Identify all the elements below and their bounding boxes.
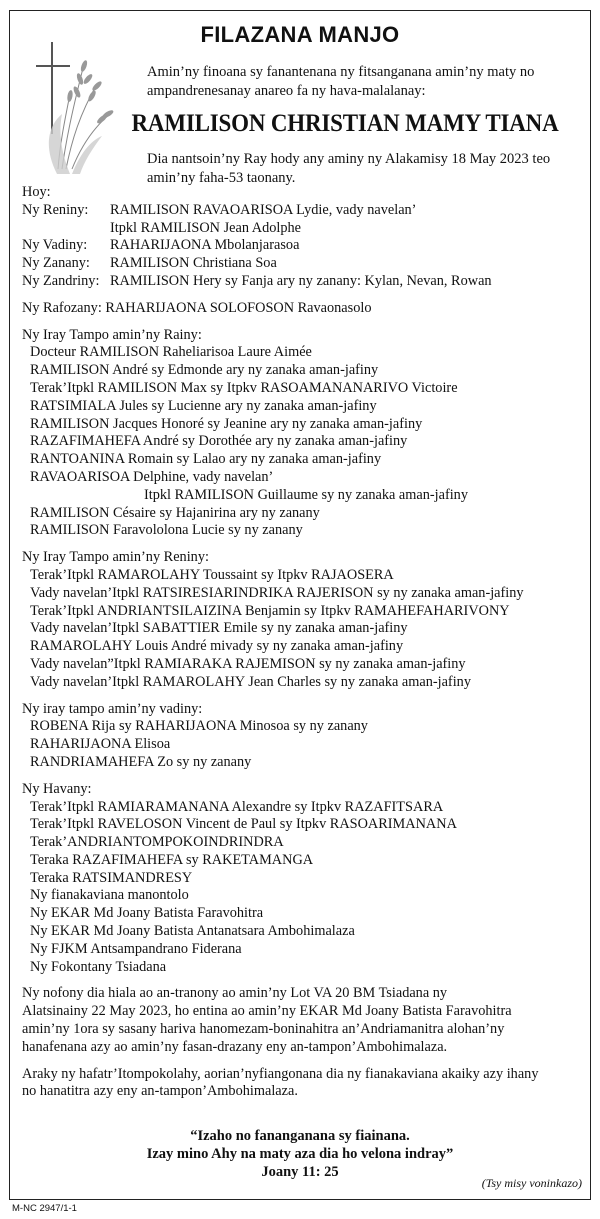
list-item: RANTOANINA Romain sy Lalao ary ny zanaka aman-jafiny (30, 451, 382, 468)
reference-code: M-NC 2947/1-1 (12, 1203, 77, 1214)
list-item: Terak’Itpkl RAMIARAMANANA Alexandre sy Itpkv RAZAFITSARA (30, 798, 444, 815)
section-heading: Ny Havany: (22, 780, 92, 797)
list-item: RAVAOARISOA Delphine, vady navelan’ (30, 468, 274, 485)
hoy-label: Hoy: (22, 184, 51, 200)
list-item: Vady navelan’Itpkl SABATTIER Emile sy ny zanaka aman-jafiny (30, 620, 408, 637)
family-value: Itpkl RAMILISON Jean Adolphe (110, 219, 302, 236)
no-flowers-note: (Tsy misy voninkazo) (481, 1176, 582, 1190)
list-item: Ny fianakaviana manontolo (30, 887, 189, 904)
rafozany-line: Ny Rafozany: RAHARIJAONA SOLOFOSON Ravaonasolo (22, 299, 372, 316)
intro-text: Amin’ny finoana sy fanantenana ny fitsanganana amin’ny maty no ampandrenesanay anareo fa ny hava-malalanay: (147, 64, 535, 99)
quote-reference: Joany 11: 25 (261, 1164, 339, 1180)
list-item: Terak’Itpkl ANDRIANTSILAIZINA Benjamin sy Itpkv RAMAHEFAHARIVONY (30, 602, 510, 619)
family-label: Ny Zanany: (22, 255, 90, 272)
notice-body (22, 184, 587, 1101)
list-item: Vady navelan’Itpkl RATSIRESIARINDRIKA RAJERISON sy ny zanaka aman-jafiny (30, 584, 524, 601)
section-heading: Ny Iray Tampo amin’ny Rainy: (22, 326, 202, 343)
list-item: RAMILISON Césaire sy Hajanirina ary ny zanany (30, 504, 320, 521)
list-item: Itpkl RAMILISON Guillaume sy ny zanaka aman-jafiny (144, 486, 468, 503)
list-item: Terak’Itpkl RAVELOSON Vincent de Paul sy Itpkv RASOARIMANANA (30, 816, 457, 833)
family-value: RAMILISON Hery sy Fanja ary ny zanany: Kylan, Nevan, Rowan (110, 272, 492, 289)
list-item: Vady navelan’Itpkl RAMAROLAHY Jean Charles sy ny zanaka aman-jafiny (30, 673, 471, 690)
list-item: RAMILISON Jacques Honoré sy Jeanine ary ny zanaka aman-jafiny (30, 415, 423, 432)
list-item: Docteur RAMILISON Raheliarisoa Laure Aimée (30, 344, 312, 361)
death-notice: Dia nantsoin’ny Ray hody any aminy ny Alakamisy 18 May 2023 teo amin’ny faha-53 taonany. (147, 151, 551, 186)
list-item: RAMAROLAHY Louis André mivady sy ny zanaka aman-jafiny (30, 638, 404, 655)
list-item: RATSIMIALA Jules sy Lucienne ary ny zanaka aman-jafiny (30, 397, 377, 414)
list-item: Terak’Itpkl RAMAROLAHY Toussaint sy Itpkv RAJAOSERA (30, 566, 394, 583)
burial-paragraph-line: Alatsinainy 22 May 2023, ho entina ao amin’ny EKAR Md Joany Batista Faravohitra (22, 1003, 512, 1020)
list-item: ROBENA Rija sy RAHARIJAONA Minosoa sy ny zanany (30, 718, 368, 735)
thanks-paragraph-line: no hanatitra azy eny an-tampon’Ambohimalaza. (22, 1083, 298, 1100)
burial-paragraph-line: Ny nofony dia hiala ao an-tranony ao amin’ny Lot VA 20 BM Tsiadana ny (22, 985, 448, 1002)
quote-line: Izay mino Ahy na maty aza dia ho velona indray” (146, 1146, 454, 1162)
family-label: Ny Zandriny: (22, 272, 100, 289)
family-value: RAMILISON Christiana Soa (110, 255, 277, 272)
list-item: Terak’Itpkl RAMILISON Max sy Itpkv RASOAMANANARIVO Victoire (30, 379, 458, 396)
list-item: Ny FJKM Antsampandrano Fiderana (30, 940, 242, 957)
burial-paragraph-line: hanafenana azy ao amin’ny fasan-drazany eny an-tampon’Ambohimalaza. (22, 1038, 448, 1055)
list-item: Teraka RATSIMANDRESY (30, 869, 193, 886)
family-label: Ny Reniny: (22, 201, 89, 218)
page-title: FILAZANA MANJO (200, 22, 400, 47)
family-value: RAHARIJAONA Mbolanjarasoa (110, 237, 300, 254)
list-item: Vady navelan”Itpkl RAMIARAKA RAJEMISON sy ny zanaka aman-jafiny (30, 655, 466, 672)
family-row-reniny (22, 202, 587, 220)
list-item: Ny EKAR Md Joany Batista Antanatsara Ambohimalaza (30, 923, 355, 940)
list-item: Terak’ANDRIANTOMPOKOINDRINDRA (30, 834, 284, 851)
list-item: RAHARIJAONA Elisoa (30, 736, 171, 753)
family-row-zanany (22, 255, 587, 273)
list-item: Ny Fokontany Tsiadana (30, 958, 167, 975)
family-label: Ny Vadiny: (22, 237, 88, 254)
list-item: RAMILISON André sy Edmonde ary ny zanaka aman-jafiny (30, 362, 379, 379)
bible-quote (0, 1127, 600, 1181)
deceased-name: RAMILISON CHRISTIAN MAMY TIANA (131, 110, 559, 137)
family-row-zandriny (22, 273, 587, 291)
family-row-vadiny (22, 237, 587, 255)
list-item: RAMILISON Faravololona Lucie sy ny zanany (30, 522, 303, 539)
list-item: Teraka RAZAFIMAHEFA sy RAKETAMANGA (30, 851, 314, 868)
burial-paragraph-line: amin’ny 1ora sy sasany hariva hanomezam-boninahitra an’Andriamanitra alohan’ny (22, 1021, 505, 1038)
family-value: RAMILISON RAVAOARISOA Lydie, vady navelan’ (110, 201, 417, 218)
thanks-paragraph-line: Araky ny hafatr’Itompokolahy, aorian’nyfiangonana dia ny fianakaviana akaiky azy ihany (22, 1065, 539, 1082)
list-item: Ny EKAR Md Joany Batista Faravohitra (30, 905, 264, 922)
list-item: RAZAFIMAHEFA André sy Dorothée ary ny zanaka aman-jafiny (30, 433, 408, 450)
list-item: RANDRIAMAHEFA Zo sy ny zanany (30, 753, 252, 770)
section-heading: Ny Iray Tampo amin’ny Reniny: (22, 549, 209, 566)
section-heading: Ny iray tampo amin’ny vadiny: (22, 700, 203, 717)
quote-line: “Izaho no fananganana sy fiainana. (190, 1128, 410, 1144)
